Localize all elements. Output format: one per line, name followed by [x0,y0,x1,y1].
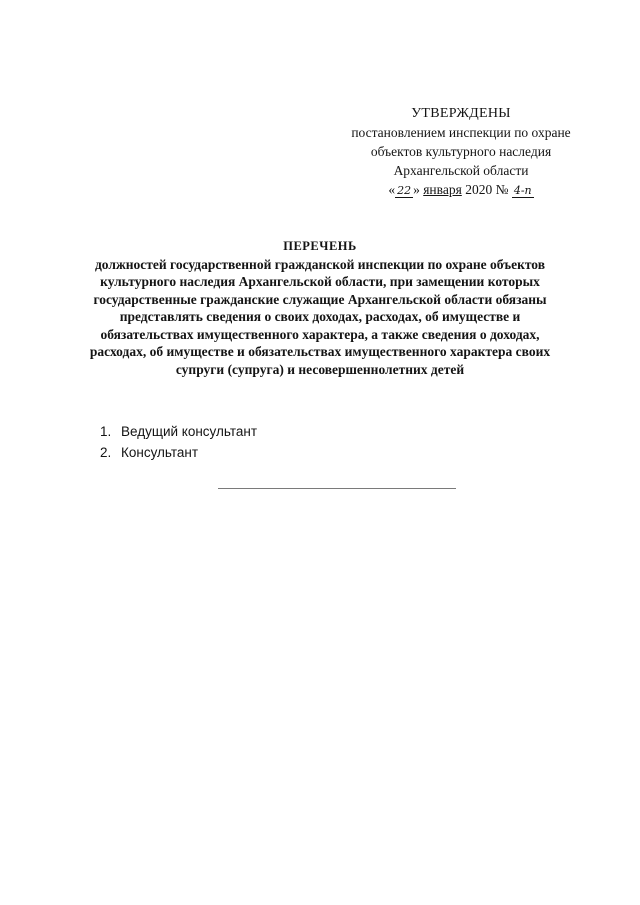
list-item-label: Ведущий консультант [121,424,258,439]
approval-month: января [423,182,462,197]
subtitle-line-6: расходах, об имуществе и обязательствах имущественного характера своих [89,344,551,359]
subtitle-line-1: должностей государственной гражданской инспекции по охране объектов [94,256,546,272]
quote-open: « [388,182,396,197]
subtitle-line-4: представлять сведения о своих доходах, расходах, об имуществе и [119,309,521,324]
number-sign: № [495,182,509,197]
approval-date-line [330,180,592,199]
list-item-label: Консультант [121,445,199,460]
subtitle-line-2: культурного наследия Архангельской области, при замещении которых [100,274,540,289]
subtitle-line-5: обязательствах имущественного характера, а также сведения о доходах, [100,326,540,342]
end-divider [218,488,456,489]
approval-day: 22 [397,184,412,197]
approval-line-1: постановлением инспекции по охране [351,125,571,140]
subtitle-line-3: государственные гражданские служащие Архангельской области обязаны [93,291,547,307]
list-item [100,421,257,442]
document-heading: ПЕРЕЧЕНЬ [283,239,357,253]
approval-year: 2020 [465,182,493,197]
list-item-number: 2. [100,445,112,460]
quote-close: » [413,182,420,197]
approval-title: УТВЕРЖДЕНЫ [411,106,511,121]
list-item [100,442,257,463]
document-title-block [40,238,600,378]
positions-list [100,421,257,463]
approval-number: 4-п [513,184,532,197]
list-item-number: 1. [100,424,112,439]
approval-block [330,104,592,199]
approval-line-2: объектов культурного наследия [370,144,552,159]
subtitle-line-7: супруги (супруга) и несовершеннолетних детей [175,361,465,377]
approval-line-3: Архангельской области [393,163,529,178]
